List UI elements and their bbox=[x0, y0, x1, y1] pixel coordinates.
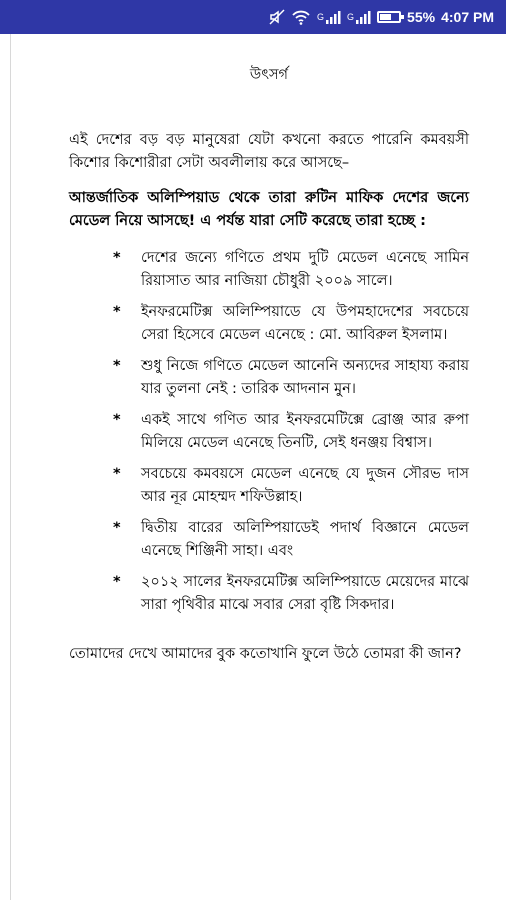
list-item-text: সবচেয়ে কমবয়সে মেডেল এনেছে যে দুজন সৌরভ দাস আর নূর মোহম্মদ শফিউল্লাহ। bbox=[141, 466, 469, 505]
list-item-text: দেশের জন্যে গণিতে প্রথম দুটি মেডেল এনেছে সামিন রিয়াসাত আর নাজিয়া চৌধুরী ২০০৯ সালে। bbox=[141, 250, 469, 289]
page-title: উৎসর্গ bbox=[249, 67, 289, 83]
list-item-text: একই সাথে গণিত আর ইনফরমেটিক্সে ব্রোঞ্জ আর রুপা মিলিয়ে মেডেল এনেছে তিনটি, সেই ধনঞ্জয় বিশ্বাস। bbox=[141, 412, 469, 451]
battery-percent: 55% bbox=[407, 9, 436, 25]
clock: 4:07 PM bbox=[441, 9, 494, 25]
mute-icon bbox=[269, 9, 285, 25]
bullet-marker: * bbox=[113, 358, 121, 374]
sim2-signal-icon bbox=[347, 10, 371, 24]
list-item-text: শুধু নিজে গণিতে মেডেল আনেনি অন্যদের সাহায্য করায় যার তুলনা নেই : তারিক আদনান মুন। bbox=[141, 358, 469, 397]
bullet-marker: * bbox=[113, 520, 121, 536]
sim1-signal-icon bbox=[317, 10, 341, 24]
list-item-text: ২০১২ সালের ইনফরমেটিক্স অলিম্পিয়াডে মেয়েদের মাঝে সারা পৃথিবীর মাঝে সবার সেরা বৃষ্টি সিকদার। bbox=[141, 574, 469, 613]
reader-page[interactable] bbox=[10, 34, 506, 900]
list-item bbox=[69, 517, 469, 563]
medal-list bbox=[69, 247, 469, 617]
sim1-network-label: G bbox=[317, 12, 325, 22]
bullet-marker: * bbox=[113, 250, 121, 266]
lead-paragraph: আন্তর্জাতিক অলিম্পিয়াড থেকে তারা রুটিন মাফিক দেশের জন্যে মেডেল নিয়ে আসছে! এ পর্যন্ত যারা সেটি করেছে তারা হচ্ছে : bbox=[69, 190, 469, 229]
battery-level bbox=[380, 14, 391, 20]
wifi-icon bbox=[291, 9, 311, 25]
list-item-text: দ্বিতীয় বারের অলিম্পিয়াডেই পদার্থ বিজ্ঞানে মেডেল এনেছে শিঞ্জিনী সাহা। এবং bbox=[141, 520, 469, 559]
list-item bbox=[69, 247, 469, 293]
bullet-marker: * bbox=[113, 304, 121, 320]
bullet-marker: * bbox=[113, 574, 121, 590]
list-item-text: ইনফরমেটিক্স অলিম্পিয়াডে যে উপমহাদেশের সবচেয়ে সেরা হিসেবে মেডেল এনেছে : মো. আবিরুল ইসলাম। bbox=[141, 304, 469, 343]
closing-paragraph: তোমাদের দেখে আমাদের বুক কতোখানি ফুলে উঠে তোমরা কী জান? bbox=[69, 646, 462, 662]
battery-icon bbox=[377, 11, 401, 23]
intro-paragraph: এই দেশের বড় বড় মানুষেরা যেটা কখনো করতে পারেনি কমবয়সী কিশোর কিশোরীরা সেটা অবলীলায় করে আসছে– bbox=[69, 132, 469, 171]
document-body bbox=[69, 64, 469, 666]
list-item bbox=[69, 571, 469, 617]
sim2-network-label: G bbox=[347, 12, 355, 22]
list-item bbox=[69, 463, 469, 509]
status-bar bbox=[0, 0, 506, 34]
list-item bbox=[69, 301, 469, 347]
list-item bbox=[69, 355, 469, 401]
bullet-marker: * bbox=[113, 466, 121, 482]
list-item bbox=[69, 409, 469, 455]
bullet-marker: * bbox=[113, 412, 121, 428]
